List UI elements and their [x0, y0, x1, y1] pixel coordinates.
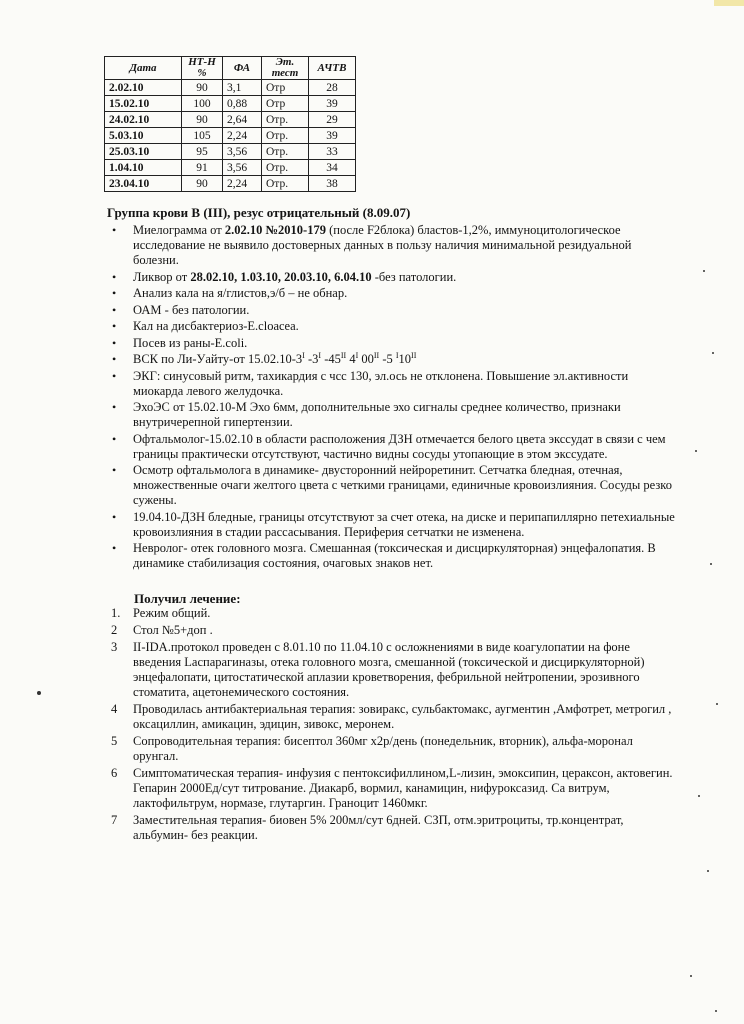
table-cell: 3,1 [223, 80, 262, 96]
item-text: Режим общий. [133, 606, 211, 620]
table-row [105, 176, 356, 192]
table-cell: Отр. [262, 160, 309, 176]
table-cell: 33 [309, 144, 356, 160]
item-number: 5 [111, 734, 118, 748]
table-cell: 2,24 [223, 176, 262, 192]
superscript: II [373, 350, 380, 360]
scan-edge-artifact [714, 0, 744, 6]
item-text: -45 [321, 352, 341, 366]
table-cell: 95 [182, 144, 223, 160]
table-cell: 29 [309, 112, 356, 128]
superscript: II [340, 350, 347, 360]
item-text: ОАМ - без патологии. [133, 302, 250, 317]
list-item-ophthalmologist-1 [0, 432, 678, 462]
list-item-echo [0, 400, 678, 430]
bullet-icon: • [112, 223, 117, 237]
item-text: Заместительная терапия- биовен 5% 200мл/сут 6дней. СЗП, отм.эритроциты, тр.концентрат, альбумин- без реакции. [133, 813, 624, 842]
table-cell: 2,24 [223, 128, 262, 144]
item-text: Офтальмолог-15.02.10 в области расположения ДЗН отмечается белого цвета экссудат в связи с чем границы практически отсутствуют, частично видны сосуды утопающие в этом экссудате. [133, 431, 666, 461]
superscript: II [411, 350, 417, 360]
item-text: Невролог- отек головного мозга. Смешанная (токсическая и дисциркуляторная) энцефалопатия. В динамике стабилизация состояния, очаговых знаков нет. [133, 541, 656, 570]
item-text: II-IDA.протокол проведен с 8.01.10 по 11.04.10 с осложнениями в виде коагулопатии на фоне введения Lаспарагиназы, отека головного мозга, смешанной (токсической и дисциркуляторной) энцефалопати, цитостатической аплазии кроветворения, фебрильной нейтропении, эрозивного стоматита, ацетонемического состояния. [133, 640, 645, 699]
superscript: I [355, 350, 359, 360]
superscript: I [395, 350, 399, 360]
table-cell: 23.04.10 [105, 176, 182, 192]
item-text: Стол №5+доп . [133, 623, 213, 637]
table-cell: Отр. [262, 176, 309, 192]
item-text: Посев из раны-E.coli. [133, 335, 248, 350]
item-text: 4 [346, 352, 356, 366]
bullet-icon: • [112, 509, 117, 524]
item-number: 4 [111, 702, 118, 716]
list-item-myelogram [0, 223, 678, 268]
list-item [0, 623, 681, 638]
item-number: 7 [111, 813, 118, 827]
table-cell: 91 [182, 160, 223, 176]
item-text: -5 [379, 352, 396, 366]
list-item-ecg [0, 369, 678, 399]
table-header-fa: ФА [223, 57, 262, 80]
list-item-ophthalmologist-3 [0, 510, 678, 540]
bullet-icon: • [112, 400, 117, 414]
list-item [0, 702, 681, 732]
list-item [0, 606, 681, 621]
table-header-ethanol-test: Эт. тест [262, 57, 309, 80]
item-number: 1. [111, 606, 121, 620]
table-row [105, 96, 356, 112]
blood-group-heading: Группа крови В (III), резус отрицательный (8.09.07) [107, 205, 411, 220]
scan-speck [695, 450, 697, 452]
scan-speck [710, 563, 712, 565]
table-header-row [105, 57, 356, 80]
item-text: Анализ кала на я/глистов,э/б – не обнар. [133, 286, 348, 300]
list-item-dysbacteriosis [0, 319, 678, 334]
item-text-bold: 2.02.10 №2010-179 [224, 223, 326, 237]
table-cell: 0,88 [223, 96, 262, 112]
item-number: 3 [111, 640, 118, 654]
table-cell: 90 [182, 176, 223, 192]
table-cell: 2,64 [223, 112, 262, 128]
list-item-liquor [0, 270, 678, 285]
table-cell: 24.02.10 [105, 112, 182, 128]
table-cell: Отр. [262, 112, 309, 128]
table-cell: Отр [262, 96, 309, 112]
list-item [0, 766, 681, 811]
treatment-list [0, 606, 744, 845]
table-row [105, 112, 356, 128]
table-cell: 5.03.10 [105, 128, 182, 144]
bullet-icon: • [112, 352, 117, 366]
bullet-icon: • [112, 269, 117, 284]
table-cell: 100 [182, 96, 223, 112]
table-cell: Отр. [262, 144, 309, 160]
item-text: ЭхоЭС от 15.02.10-М Эхо 6мм, дополнительные эхо сигналы среднее количество, признаки внутричерепной гипертензии. [133, 400, 621, 429]
scan-speck [690, 975, 692, 977]
list-item [0, 640, 681, 700]
item-text: Симптоматическая терапия- инфузия с пентоксифиллином,L-лизин, эмоксипин, цераксон, актовегин. Гепарин 2000Ед/сут титрование. Диакарб, вормил, канамицин, нифуроксазид. Са витрум, лактофильтрум, нормазе, глутаргин. Граноцит 1460мкг. [133, 766, 673, 810]
bullet-icon: • [112, 368, 117, 383]
table-cell: 15.02.10 [105, 96, 182, 112]
bullet-icon: • [112, 286, 117, 300]
item-text: (после F2блока) бластов-1,2%, иммуноцитологическое исследование не выявило достоверных данных в пользу наличия минимальной резидуальной болезни. [133, 223, 632, 267]
list-item-wound-culture [0, 336, 678, 351]
table-cell: Отр [262, 80, 309, 96]
table-header-nt: НТ-Н % [182, 57, 223, 80]
item-text: Проводилась антибактериальная терапия: зовиракс, сульбактомакс, аугментин ,Амфотрет, метрогил , оксациллин, амикацин, эдицин, зивокс, меронем. [133, 702, 672, 731]
table-cell: 3,56 [223, 144, 262, 160]
table-cell: 25.03.10 [105, 144, 182, 160]
table-row [105, 144, 356, 160]
table-cell: 39 [309, 96, 356, 112]
table-cell: 90 [182, 112, 223, 128]
scan-speck [716, 703, 718, 705]
table-cell: 90 [182, 80, 223, 96]
treatment-heading: Получил лечение: [134, 591, 241, 606]
list-item-neurologist [0, 541, 678, 571]
scan-speck [698, 795, 700, 797]
item-text: -3 [304, 352, 319, 366]
bullet-icon: • [112, 463, 117, 477]
item-text: 00 [358, 352, 374, 366]
list-item [0, 734, 681, 764]
bullet-icon: • [112, 541, 117, 555]
list-item-clotting-time [0, 352, 678, 367]
table-row [105, 80, 356, 96]
table-cell: 39 [309, 128, 356, 144]
scan-speck [37, 691, 41, 695]
item-text: -без патологии. [371, 269, 457, 284]
item-text: 19.04.10-ДЗН бледные, границы отсутствуют за счет отека, на диске и перипапиллярно петехиальные кровоизлияния в стадии рассасывания. Периферия сетчатки не изменена. [133, 509, 675, 539]
bullet-icon: • [112, 431, 117, 446]
item-text: Сопроводительная терапия: бисептол 360мг х2р/день (понедельник, вторник), альфа-моронал орунгал. [133, 734, 633, 763]
item-text: Миелограмма от [133, 223, 225, 237]
superscript: I [302, 350, 305, 360]
superscript: I [318, 350, 322, 360]
table-cell: 1.04.10 [105, 160, 182, 176]
scan-speck [712, 352, 714, 354]
table-header-aptt: АЧТВ [309, 57, 356, 80]
item-number: 6 [111, 766, 118, 780]
scan-speck [707, 870, 709, 872]
list-item-urinalysis [0, 303, 678, 318]
bullet-icon: • [112, 302, 117, 317]
table-cell: 3,56 [223, 160, 262, 176]
item-text: Осмотр офтальмолога в динамике- двусторонний нейроретинит. Сетчатка бледная, отечная, множественные очаги желтого цвета с четкими границами, единичные кровоизлияния. Сосуды резко сужены. [133, 463, 672, 507]
table-header-date: Дата [105, 57, 182, 80]
bullet-icon: • [112, 335, 117, 350]
lab-results-table [104, 56, 356, 192]
item-text: ЭКГ: синусовый ритм, тахикардия с чсс 130, эл.ось не отклонена. Повышение эл.активности миокарда левого желудочка. [133, 368, 629, 398]
table-cell: 34 [309, 160, 356, 176]
table-cell: Отр. [262, 128, 309, 144]
list-item-stool [0, 286, 678, 301]
item-text-bold: 28.02.10, 1.03.10, 20.03.10, 6.04.10 [190, 269, 372, 284]
findings-list [0, 223, 744, 573]
item-number: 2 [111, 623, 118, 637]
table-row [105, 160, 356, 176]
item-text: 10 [398, 352, 412, 366]
list-item [0, 813, 681, 843]
table-cell: 38 [309, 176, 356, 192]
table-cell: 28 [309, 80, 356, 96]
item-text: Ликвор от [133, 269, 191, 284]
list-item-ophthalmologist-2 [0, 463, 678, 508]
item-text: ВСК по Ли-Уайту-от 15.02.10-3 [133, 352, 303, 366]
scan-speck [703, 270, 705, 272]
table-row [105, 128, 356, 144]
item-text: Кал на дисбактериоз-E.cloacea. [133, 319, 299, 333]
table-cell: 2.02.10 [105, 80, 182, 96]
scan-speck [715, 1010, 717, 1012]
table-cell: 105 [182, 128, 223, 144]
bullet-icon: • [112, 319, 117, 333]
